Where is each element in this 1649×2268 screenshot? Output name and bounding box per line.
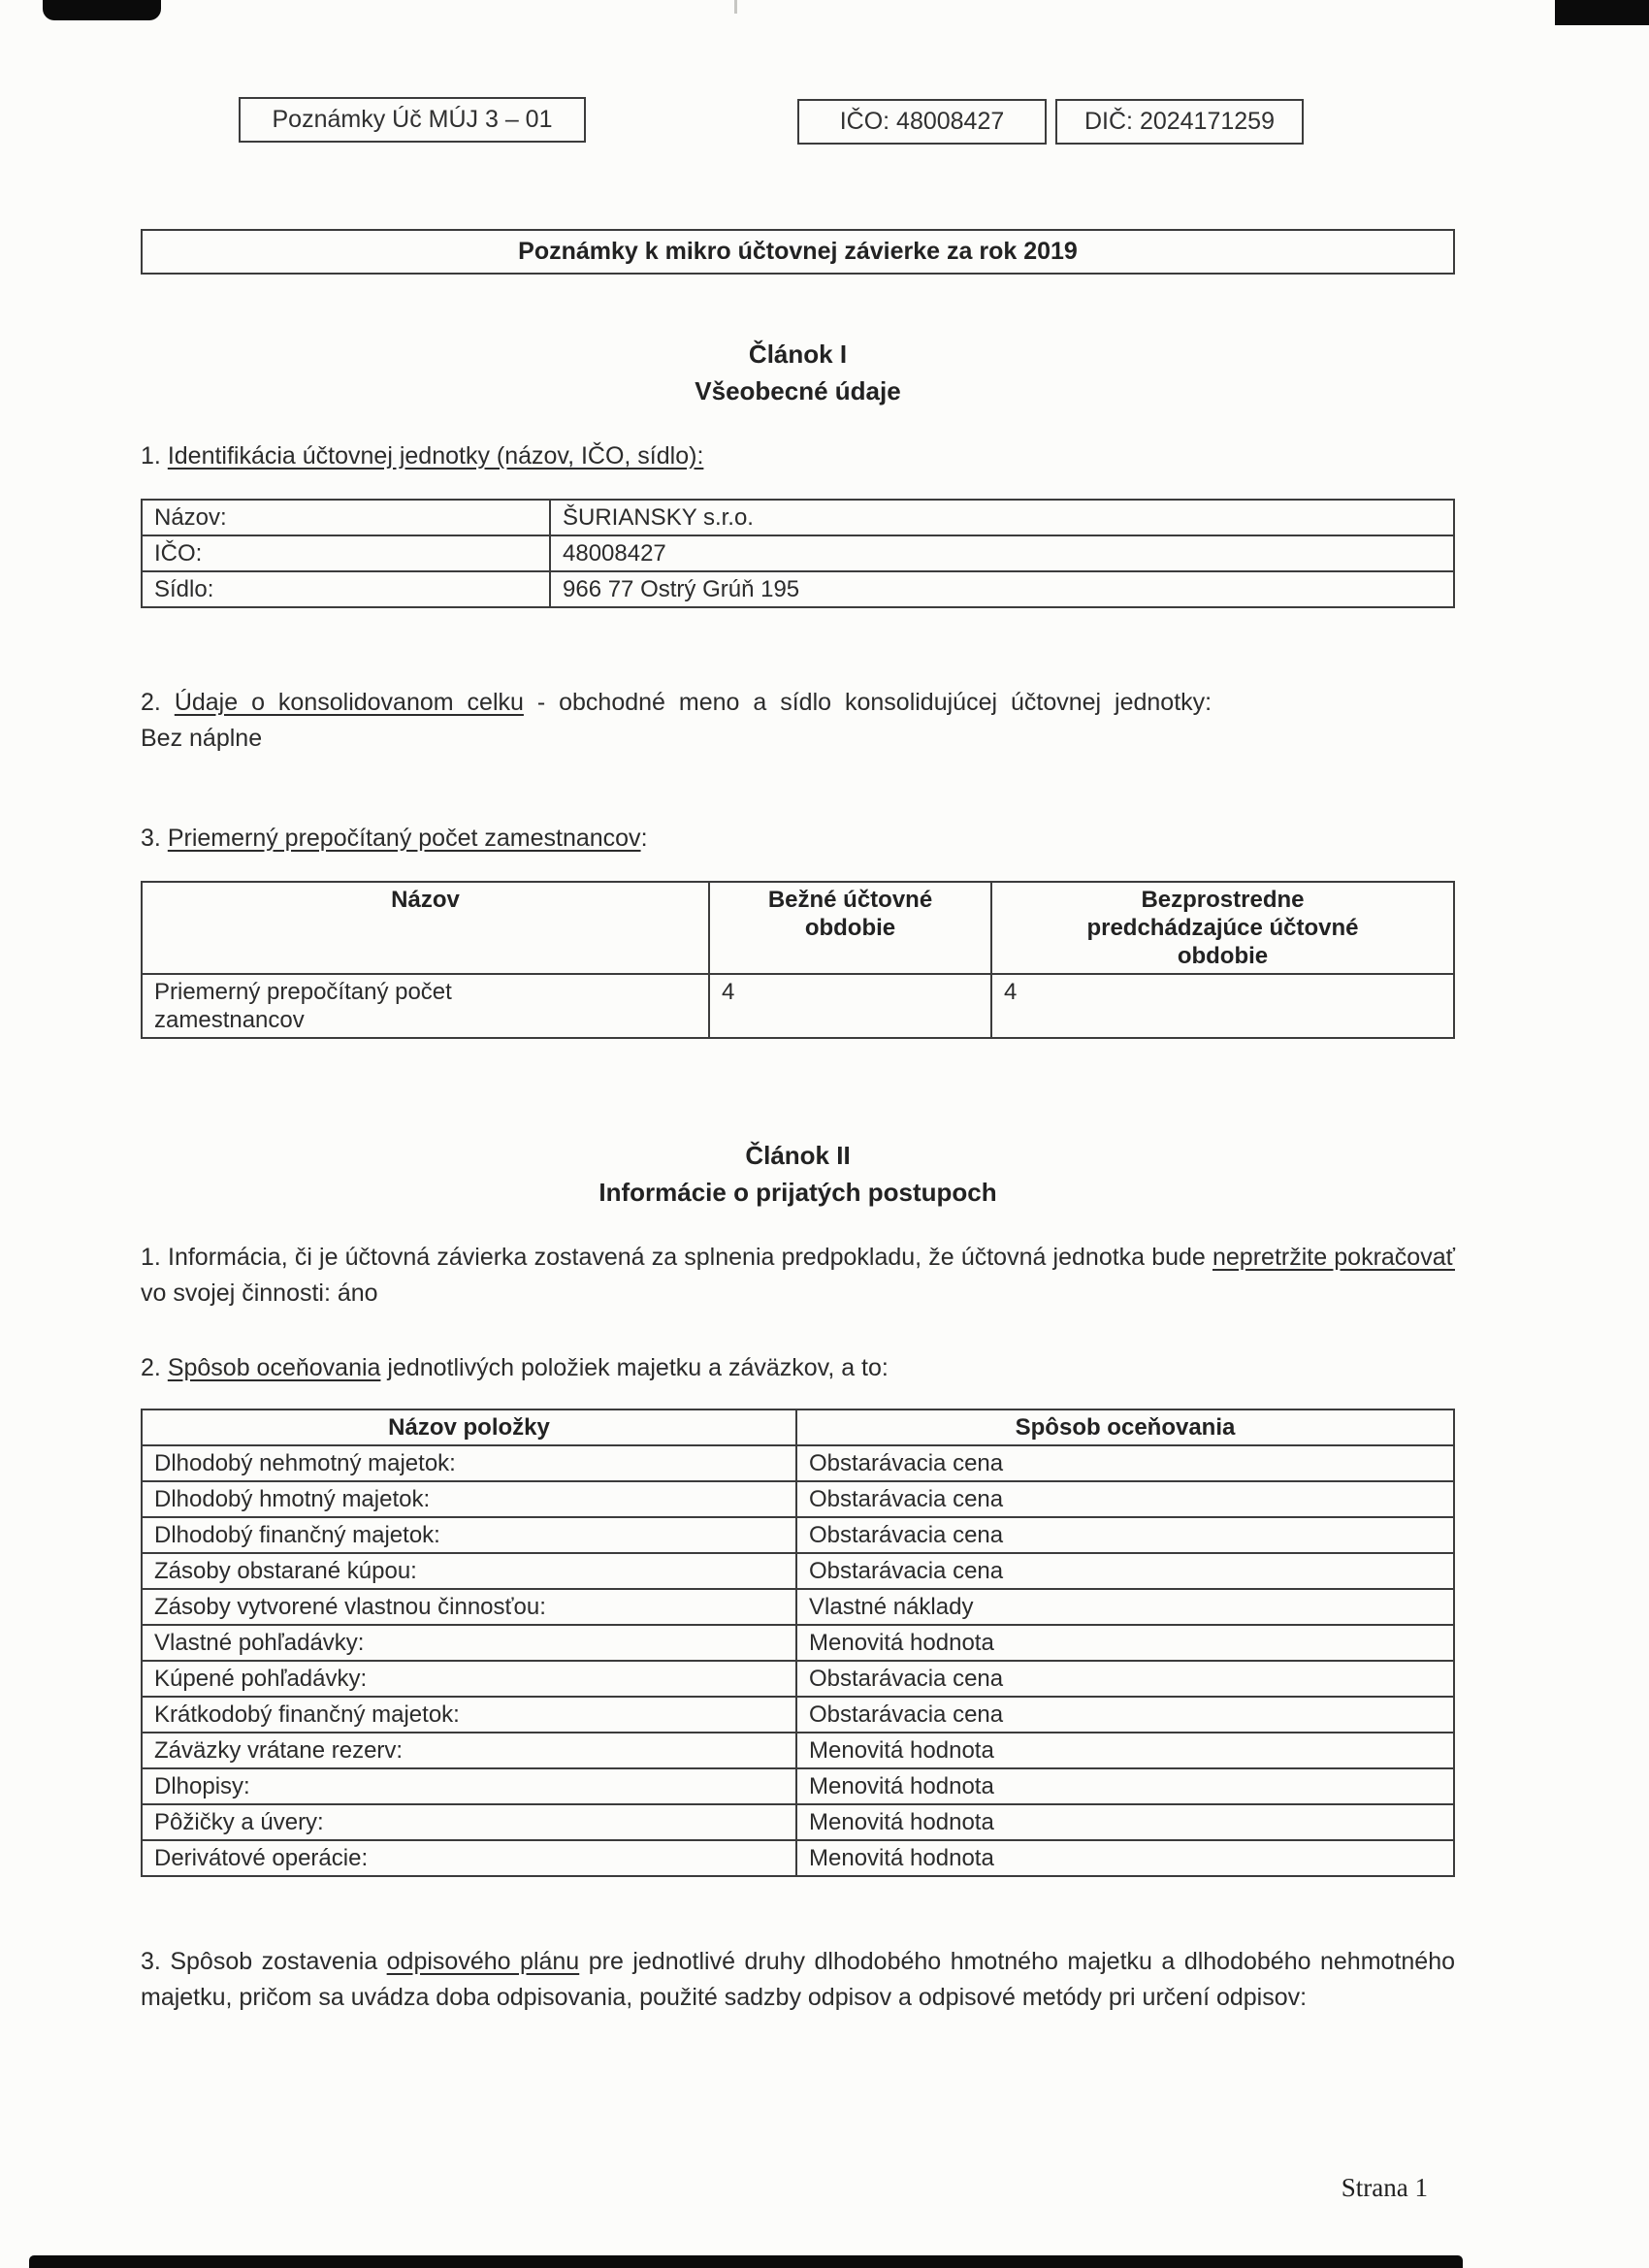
item-number: 2. [141, 689, 161, 716]
article1-heading: Článok I [748, 340, 848, 369]
item-text-underlined: Priemerný prepočítaný počet zamestnancov [167, 825, 641, 852]
article2-item1 [141, 1240, 1455, 1312]
table-row [142, 1625, 1454, 1661]
table-row [142, 535, 1454, 571]
table-cell-item: Vlastné pohľadávky: [142, 1625, 796, 1661]
table-cell-item: Krátkodobý finančný majetok: [142, 1697, 796, 1733]
table-cell-method: Obstarávacia cena [796, 1553, 1454, 1589]
article2-subheading: Informácie o prijatých postupoch [598, 1178, 997, 1207]
item-text: - obchodné meno a sídlo konsolidujúcej účtovnej jednotky: [523, 689, 1212, 716]
table-row [142, 1840, 1454, 1876]
table-cell-item: Dlhodobý hmotný majetok: [142, 1481, 796, 1517]
table-row [142, 1804, 1454, 1840]
table-row [142, 1697, 1454, 1733]
table-cell-method: Obstarávacia cena [796, 1481, 1454, 1517]
column-header: Spôsob oceňovania [796, 1409, 1454, 1445]
table-cell-item: Dlhodobý nehmotný majetok: [142, 1445, 796, 1481]
table-cell-item: Kúpené pohľadávky: [142, 1661, 796, 1697]
table-cell-value: 4 [709, 974, 991, 1038]
column-header-text: Bežné účtovné obdobie [767, 887, 933, 941]
item-text-underlined: Identifikácia účtovnej jednotky (názov, IČO, sídlo): [167, 442, 704, 470]
item-number: 3. [141, 825, 161, 852]
table-cell-item: Zásoby vytvorené vlastnou činnosťou: [142, 1589, 796, 1625]
table-row [142, 974, 1454, 1038]
table-row [142, 1553, 1454, 1589]
table-cell-label: IČO: [142, 535, 550, 571]
column-header [709, 882, 991, 974]
article1-heading-block [141, 336, 1455, 409]
table-cell-method: Menovitá hodnota [796, 1804, 1454, 1840]
article1-subheading: Všeobecné údaje [695, 376, 901, 405]
item-text: pre jednotlivé druhy dlhodobého hmotného majetku a dlhodobého nehmotného majetku, pričom sa uvádza doba odpisovania, použité sadzby odpisov a odpisové metódy pri určení odpisov: [141, 1948, 1456, 2011]
table-cell-item: Dlhodobý finančný majetok: [142, 1517, 796, 1553]
table-row [142, 1661, 1454, 1697]
table-cell-value: ŠURIANSKY s.r.o. [550, 500, 1454, 535]
ico-box: IČO: 48008427 [797, 99, 1047, 145]
table-cell-method: Menovitá hodnota [796, 1625, 1454, 1661]
table-cell-item: Pôžičky a úvery: [142, 1804, 796, 1840]
scan-mark-top-left [43, 0, 161, 20]
table-row [142, 571, 1454, 607]
article1-item2 [141, 685, 1455, 757]
item-text: 3. Spôsob zostavenia [141, 1948, 387, 1975]
item-text: 1. Informácia, či je účtovná závierka zostavená za splnenia predpokladu, že účtovná jednotka bude [141, 1244, 1212, 1271]
table-row [142, 1733, 1454, 1768]
item-text: vo svojej činnosti: áno [141, 1280, 378, 1307]
article2-heading-block [141, 1137, 1455, 1211]
scan-mark-top-center [734, 0, 737, 14]
item-text-underlined: odpisového plánu [386, 1948, 580, 1975]
item-text-underlined: Spôsob oceňovania [167, 1354, 381, 1381]
table-cell-value: 966 77 Ostrý Grúň 195 [550, 571, 1454, 607]
table-cell-item: Záväzky vrátane rezerv: [142, 1733, 796, 1768]
column-header [991, 882, 1454, 974]
table-cell-item: Derivátové operácie: [142, 1840, 796, 1876]
page-number: Strana 1 [1341, 2173, 1428, 2202]
item-line2: Bez náplne [141, 725, 263, 752]
article2-heading: Článok II [745, 1141, 851, 1170]
table-cell-label: Sídlo: [142, 571, 550, 607]
item-number: 2. [141, 1354, 161, 1381]
document-title: Poznámky k mikro účtovnej závierke za rok 2019 [141, 229, 1455, 275]
table-cell-label [142, 974, 709, 1038]
table-header-row [142, 1409, 1454, 1445]
column-header-text: Bezprostredne predchádzajúce účtovné obdobie [1086, 887, 1359, 969]
table-row [142, 1517, 1454, 1553]
article1-item1 [141, 438, 1455, 474]
table-cell-method: Obstarávacia cena [796, 1445, 1454, 1481]
table-row [142, 1589, 1454, 1625]
item-line [141, 685, 1455, 721]
column-header: Názov položky [142, 1409, 796, 1445]
item-text: jednotlivých položiek majetku a záväzkov, a to: [380, 1354, 889, 1381]
article2-item2 [141, 1350, 1455, 1386]
table-row [142, 500, 1454, 535]
dic-box: DIČ: 2024171259 [1055, 99, 1304, 145]
table-cell-method: Obstarávacia cena [796, 1517, 1454, 1553]
table-row [142, 1481, 1454, 1517]
valuation-table [141, 1409, 1455, 1877]
table-cell-method: Obstarávacia cena [796, 1697, 1454, 1733]
column-header: Názov [142, 882, 709, 974]
item-text: : [640, 825, 648, 852]
table-cell-method: Menovitá hodnota [796, 1768, 1454, 1804]
table-cell-method: Vlastné náklady [796, 1589, 1454, 1625]
table-cell-method: Obstarávacia cena [796, 1661, 1454, 1697]
scan-mark-bottom [29, 2255, 1463, 2268]
identification-table [141, 499, 1455, 608]
item-text-underlined: Údaje o konsolidovanom celku [174, 689, 524, 716]
item-number: 1. [141, 442, 161, 470]
article1-item3 [141, 821, 1455, 857]
table-cell-item: Zásoby obstarané kúpou: [142, 1553, 796, 1589]
table-cell-method: Menovitá hodnota [796, 1840, 1454, 1876]
employees-table [141, 881, 1455, 1039]
table-row [142, 1445, 1454, 1481]
table-cell-label: Názov: [142, 500, 550, 535]
form-code-box: Poznámky Úč MÚJ 3 – 01 [239, 97, 586, 143]
table-cell-value: 48008427 [550, 535, 1454, 571]
table-header-row [142, 882, 1454, 974]
scan-mark-top-right [1555, 0, 1649, 25]
table-cell-item: Dlhopisy: [142, 1768, 796, 1804]
article2-item3 [141, 1944, 1455, 2016]
table-cell-value: 4 [991, 974, 1454, 1038]
item-text-underlined: nepretržite pokračovať [1212, 1244, 1455, 1271]
table-cell-text: Priemerný prepočítaný počet zamestnancov [154, 979, 452, 1033]
table-row [142, 1768, 1454, 1804]
table-cell-method: Menovitá hodnota [796, 1733, 1454, 1768]
